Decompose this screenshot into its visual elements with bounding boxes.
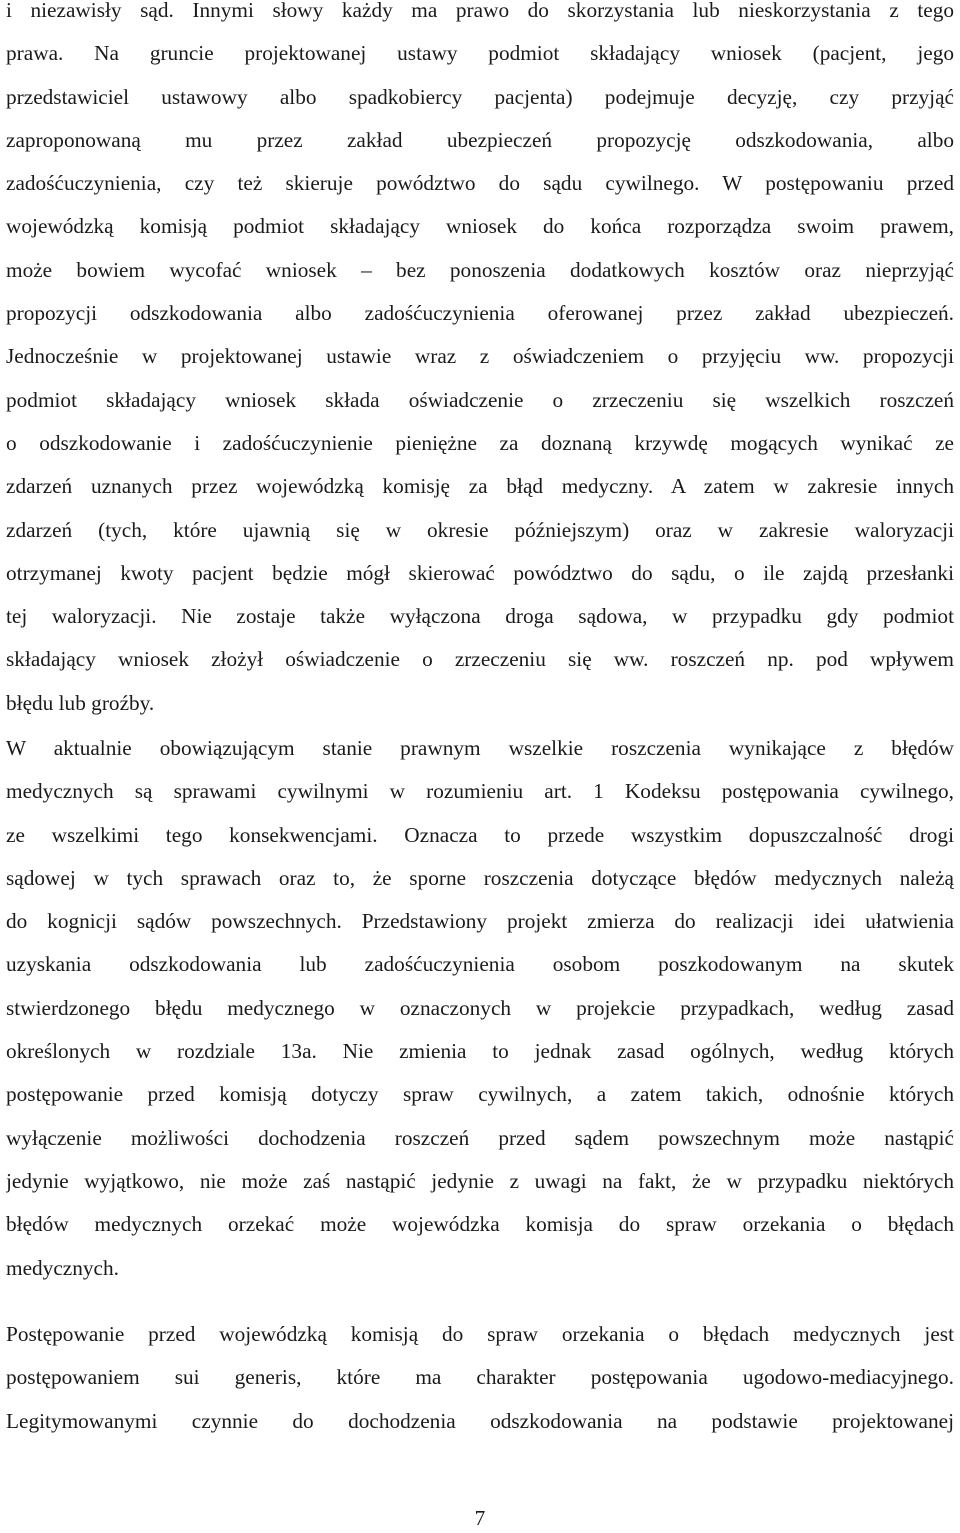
text-line: składający wniosek złożył oświadczenie o zrzeczeniu się ww. roszczeń np. pod wpływem — [6, 647, 954, 672]
text-line: ze wszelkimi tego konsekwencjami. Oznacza to przede wszystkim dopuszczalność drogi — [6, 822, 954, 847]
text-line: jedynie wyjątkowo, nie może zaś nastąpić jedynie z uwagi na fakt, że w przypadku niektórych — [6, 1168, 954, 1193]
text-line: medycznych są sprawami cywilnymi w rozumieniu art. 1 Kodeksu postępowania cywilnego, — [6, 779, 954, 804]
text-line: W aktualnie obowiązującym stanie prawnym wszelkie roszczenia wynikające z błędów — [6, 736, 954, 760]
text-line: propozycji odszkodowania albo zadośćuczynienia oferowanej przez zakład ubezpieczeń. — [6, 301, 954, 326]
text-line: otrzymanej kwoty pacjent będzie mógł skierować powództwo do sądu, o ile zajdą przesłanki — [6, 560, 954, 585]
text-line: podmiot składający wniosek składa oświadczenie o zrzeczeniu się wszelkich roszczeń — [6, 387, 954, 412]
text-line: zadośćuczynienia, czy też skieruje powództwo do sądu cywilnego. W postępowaniu przed — [6, 171, 954, 196]
page-number: 7 — [474, 1506, 486, 1530]
text-line: stwierdzonego błędu medycznego w oznaczonych w projekcie przypadkach, według zasad — [6, 995, 954, 1020]
text-line: tej waloryzacji. Nie zostaje także wyłączona droga sądowa, w przypadku gdy podmiot — [6, 604, 954, 629]
text-line: wyłączenie możliwości dochodzenia roszczeń przed sądem powszechnym może nastąpić — [6, 1125, 954, 1150]
text-line: o odszkodowanie i zadośćuczynienie pieniężne za doznaną krzywdę mogących wynikać ze — [6, 430, 954, 455]
text-line: zdarzeń (tych, które ujawnią się w okresie późniejszym) oraz w zakresie waloryzacji — [6, 517, 954, 542]
text-line: błędu lub groźby. — [6, 690, 155, 715]
text-line: do kognicji sądów powszechnych. Przedstawiony projekt zmierza do realizacji idei ułatwienia — [6, 909, 954, 934]
text-line: i niezawisły sąd. Innymi słowy każdy ma prawo do skorzystania lub nieskorzystania z tego — [6, 0, 954, 22]
text-line: określonych w rozdziale 13a. Nie zmienia to jednak zasad ogólnych, według których — [6, 1039, 954, 1064]
text-line: błędów medycznych orzekać może wojewódzka komisja do spraw orzekania o błędach — [6, 1212, 954, 1237]
paragraph-1 — [6, 0, 954, 725]
text-line: uzyskania odszkodowania lub zadośćuczynienia osobom poszkodowanym na skutek — [6, 952, 954, 977]
text-line: sądowej w tych sprawach oraz to, że sporne roszczenia dotyczące błędów medycznych należą — [6, 865, 954, 890]
text-line: wojewódzką komisją podmiot składający wniosek do końca rozporządza swoim prawem, — [6, 214, 954, 239]
text-line: postępowanie przed komisją dotyczy spraw cywilnych, a zatem takich, odnośnie których — [6, 1082, 954, 1107]
text-line: przedstawiciel ustawowy albo spadkobiercy pacjenta) podejmuje decyzję, czy przyjąć — [6, 84, 954, 109]
text-line: Legitymowanymi czynnie do dochodzenia odszkodowania na podstawie projektowanej — [6, 1408, 954, 1433]
paragraph-3 — [6, 1313, 954, 1443]
text-line: Postępowanie przed wojewódzką komisją do spraw orzekania o błędach medycznych jest — [6, 1322, 954, 1346]
text-line: zdarzeń uznanych przez wojewódzką komisję za błąd medyczny. A zatem w zakresie innych — [6, 474, 954, 499]
text-line: może bowiem wycofać wniosek – bez ponoszenia dodatkowych kosztów oraz nieprzyjąć — [6, 257, 954, 282]
text-line: medycznych. — [6, 1255, 119, 1280]
text-line: postępowaniem sui generis, które ma charakter postępowania ugodowo-mediacyjnego. — [6, 1365, 954, 1390]
paragraph-2 — [6, 727, 954, 1290]
text-line: Jednocześnie w projektowanej ustawie wraz z oświadczeniem o przyjęciu ww. propozycji — [6, 344, 954, 369]
text-line: zaproponowaną mu przez zakład ubezpieczeń propozycję odszkodowania, albo — [6, 127, 954, 152]
text-line: prawa. Na gruncie projektowanej ustawy podmiot składający wniosek (pacjent, jego — [6, 41, 954, 66]
